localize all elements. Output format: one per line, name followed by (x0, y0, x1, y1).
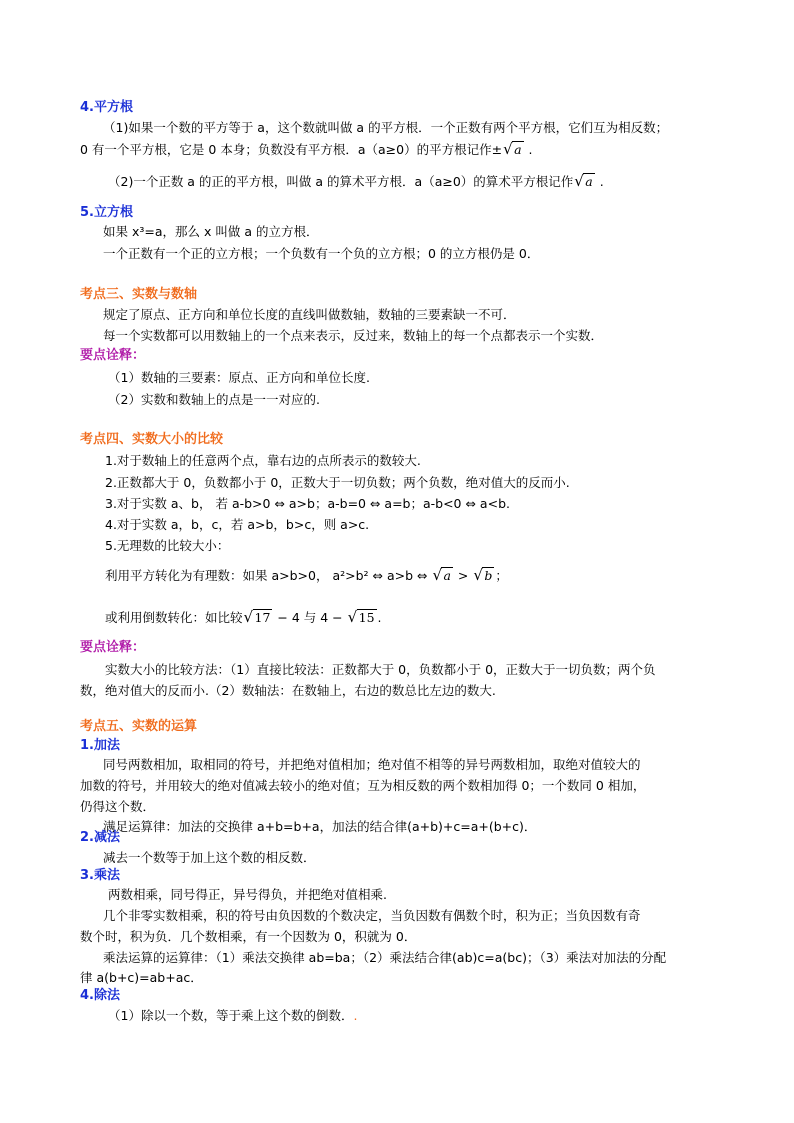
square-root-definition-line1: （1)如果一个数的平方等于 a，这个数就叫做 a 的平方根．一个正数有两个平方根，它们互为相反数； (103, 120, 669, 135)
square-method-text: 利用平方转化为有理数：如果 a>b>0， a²>b² ⇔ a>b ⇔ (105, 568, 428, 583)
orange-dot: . (353, 1008, 358, 1023)
compare-item-2: 2.正数都大于 0，负数都小于 0，正数大于一切负数；两个负数，绝对值大的反而小. (105, 475, 570, 490)
compare-item-5: 5.无理数的比较大小： (105, 538, 230, 553)
multiplication-rule-2a: 几个非零实数相乘，积的符号由负因数的个数决定，当负因数有偶数个时，积为正；当负因数有奇 (103, 908, 641, 923)
subtraction-title: 2.减法 (80, 830, 120, 845)
subtraction-rule: 减去一个数等于加上这个数的相反数． (103, 850, 316, 865)
period: . (377, 610, 382, 625)
cube-root-property: 一个正数有一个正的立方根；一个负数有一个负的立方根；0 的立方根仍是 0． (103, 246, 540, 261)
topic-4-title: 考点四、实数大小的比较 (80, 432, 224, 447)
multiplication-title: 3.乘法 (80, 868, 120, 883)
semicolon: ； (495, 568, 508, 583)
reciprocal-middle-text: − 4 与 4 − (273, 610, 343, 625)
multiplication-rule-1: 两数相乘，同号得正，异号得负，并把绝对值相乘. (108, 887, 387, 902)
section-4-title: 4.平方根 (80, 100, 133, 115)
square-root-text: 0 有一个平方根，它是 0 本身；负数没有平方根．a（a≥0）的平方根记作± (80, 142, 503, 157)
addition-rule-line2: 加数的符号，并用较大的绝对值减去较小的绝对值；互为相反数的两个数相加得 0；一个数同 0 相加， (80, 778, 646, 793)
addition-title: 1.加法 (80, 738, 120, 753)
sqrt-17: √ 17 (243, 608, 271, 626)
topic-5-title: 考点五、实数的运算 (80, 719, 198, 734)
compare-item-3: 3.对于实数 a、b， 若 a-b>0 ⇔ a>b；a-b=0 ⇔ a=b；a-b<0 ⇔ a<b. (105, 496, 510, 511)
division-rule-text: （1）除以一个数，等于乘上这个数的倒数． (108, 1008, 354, 1023)
cube-root-definition: 如果 x³=a，那么 x 叫做 a 的立方根． (103, 224, 319, 239)
division-title: 4.除法 (80, 988, 120, 1003)
arithmetic-square-root-line: （2)一个正数 a 的正的平方根，叫做 a 的算术平方根．a（a≥0）的算术平方根记作 √ a . (108, 172, 604, 190)
sqrt-15: √ 15 (347, 608, 375, 626)
key-points-title-2: 要点诠释： (80, 640, 146, 655)
division-rule (108, 1006, 357, 1026)
multiplication-laws-2: 律 a(b+c)=ab+ac． (80, 970, 203, 985)
reciprocal-method-line (105, 608, 382, 628)
multiplication-laws-1: 乘法运算的运算律：（1）乘法交换律 ab=ba；（2）乘法结合律(ab)c=a(bc)；（3）乘法对加法的分配 (103, 950, 667, 965)
multiplication-rule-2b: 数个时，积为负．几个数相乘，有一个因数为 0，积就为 0． (80, 929, 417, 944)
key-point-2: （2）实数和数轴上的点是一一对应的. (108, 392, 320, 407)
comparison-methods-line1: 实数大小的比较方法：（1）直接比较法：正数都大于 0，负数都小于 0，正数大于一切负数；两个负 (105, 662, 656, 677)
arith-root-text: （2)一个正数 a 的正的平方根，叫做 a 的算术平方根．a（a≥0）的算术平方根记作 (108, 174, 574, 189)
reciprocal-method-text: 或利用倒数转化：如比较 (105, 610, 243, 625)
addition-rule-line1: 同号两数相加，取相同的符号，并把绝对值相加；绝对值不相等的异号两数相加，取绝对值较大的 (103, 757, 641, 772)
square-method-line (105, 566, 508, 586)
greater-than-sign: > (457, 568, 469, 583)
topic-3-title: 考点三、实数与数轴 (80, 287, 198, 302)
key-point-1: （1）数轴的三要素：原点、正方向和单位长度. (108, 370, 370, 385)
number-line-correspondence: 每一个实数都可以用数轴上的一个点来表示，反过来，数轴上的每一个点都表示一个实数． (103, 328, 604, 343)
number-line-definition: 规定了原点、正方向和单位长度的直线叫做数轴，数轴的三要素缺一不可． (103, 307, 516, 322)
addition-rule-line3: 仍得这个数． (80, 799, 156, 814)
sqrt-a-symbol: √ a (503, 140, 522, 158)
sqrt-a-compare: √ a (432, 566, 451, 584)
comparison-methods-line2: 数，绝对值大的反而小.（2）数轴法：在数轴上，右边的数总比左边的数大. (80, 683, 496, 698)
sqrt-a-symbol-2: √ a (574, 172, 593, 190)
section-5-title: 5.立方根 (80, 205, 133, 220)
sqrt-b-compare: √ b (473, 566, 493, 584)
addition-laws: 满足运算律：加法的交换律 a+b=b+a，加法的结合律(a+b)+c=a+(b+c)． (103, 819, 537, 834)
compare-item-4: 4.对于实数 a，b，c，若 a>b，b>c，则 a>c. (105, 517, 370, 532)
compare-item-1: 1.对于数轴上的任意两个点，靠右边的点所表示的数较大. (105, 453, 421, 468)
square-root-definition-line2: 0 有一个平方根，它是 0 本身；负数没有平方根．a（a≥0）的平方根记作± √ a . (80, 140, 533, 158)
key-points-title-1: 要点诠释： (80, 348, 146, 363)
